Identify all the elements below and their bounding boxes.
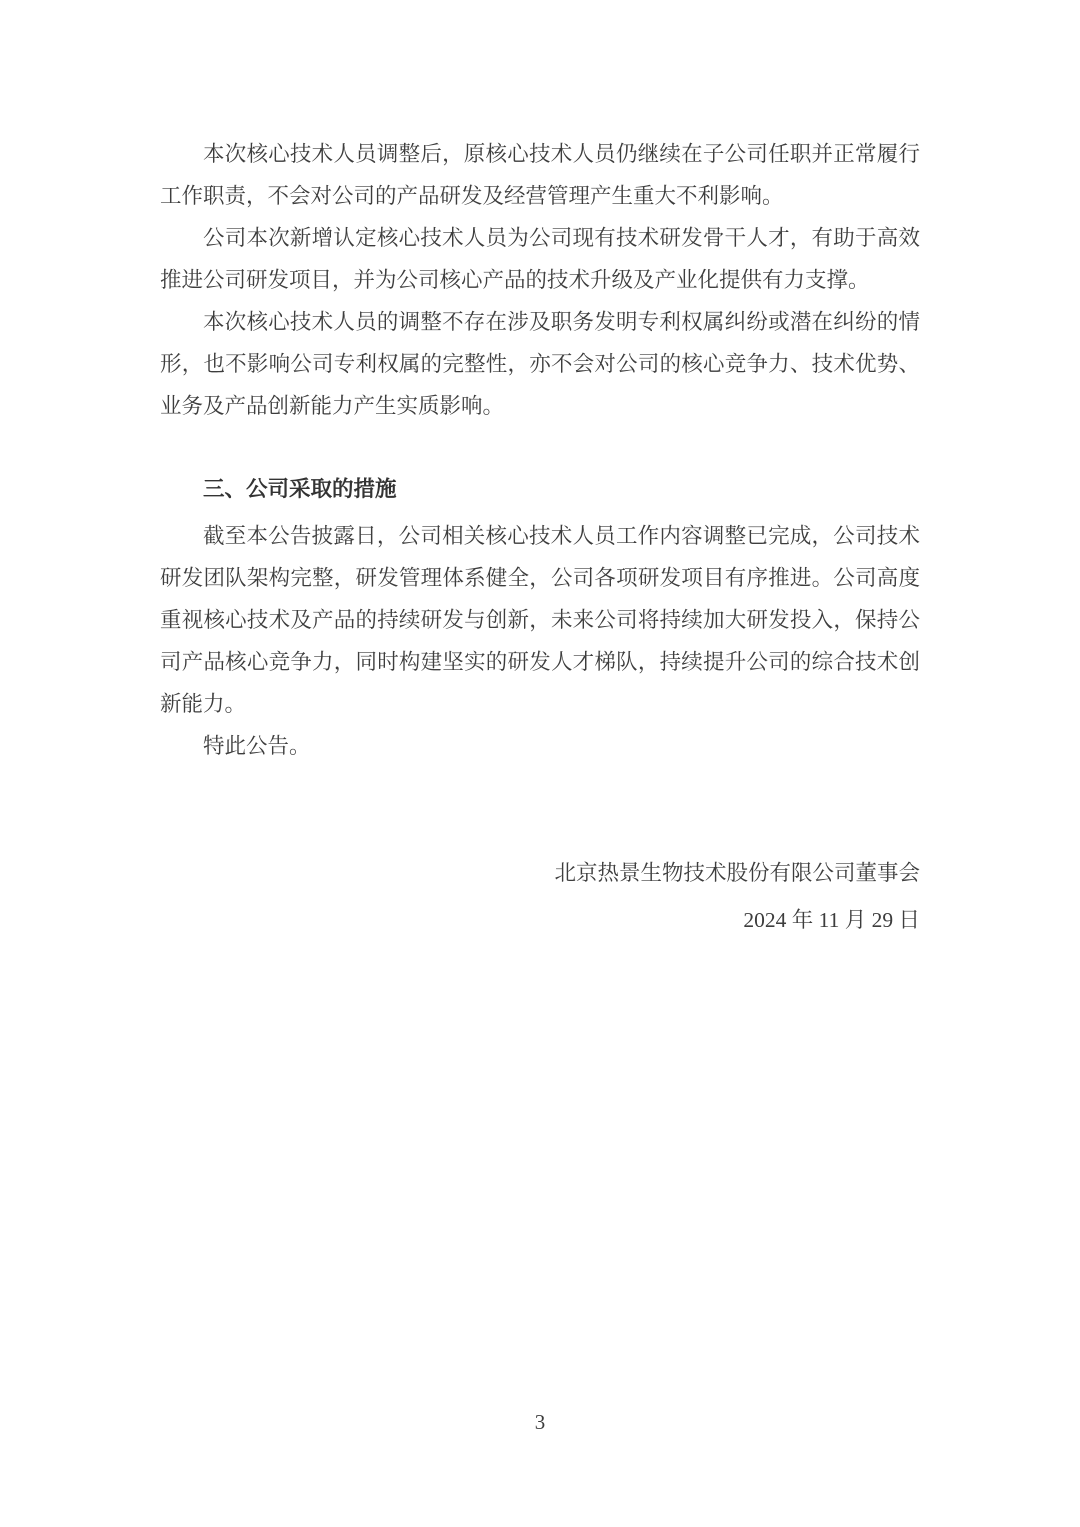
paragraph-adjustment-impact: 本次核心技术人员调整后，原核心技术人员仍继续在子公司任职并正常履行工作职责，不会对公司的产品研发及经营管理产生重大不利影响。 bbox=[160, 142, 920, 208]
paragraph-patent-dispute: 本次核心技术人员的调整不存在涉及职务发明专利权属纠纷或潜在纠纷的情形，也不影响公司专利权属的完整性，亦不会对公司的核心竞争力、技术优势、业务及产品创新能力产生实质影响。 bbox=[160, 310, 920, 418]
page-number: 3 bbox=[534, 1410, 546, 1434]
signature-company: 北京热景生物技术股份有限公司董事会 bbox=[554, 861, 920, 885]
document-body bbox=[160, 133, 920, 944]
section-heading-measures: 三、公司采取的措施 bbox=[203, 477, 397, 501]
paragraph-new-personnel: 公司本次新增认定核心技术人员为公司现有技术研发骨干人才，有助于高效推进公司研发项目，并为公司核心产品的技术升级及产业化提供有力支撑。 bbox=[160, 226, 920, 292]
signature-block bbox=[160, 850, 920, 944]
paragraph-measures: 截至本公告披露日，公司相关核心技术人员工作内容调整已完成，公司技术研发团队架构完整，研发管理体系健全，公司各项研发项目有序推进。公司高度重视核心技术及产品的持续研发与创新，未来公司将持续加大研发投入，保持公司产品核心竞争力，同时构建坚实的研发人才梯队，持续提升公司的综合技术创新能力。 bbox=[160, 524, 920, 716]
signature-date: 2024 年 11 月 29 日 bbox=[743, 908, 920, 932]
closing-announcement-line: 特此公告。 bbox=[203, 734, 311, 758]
